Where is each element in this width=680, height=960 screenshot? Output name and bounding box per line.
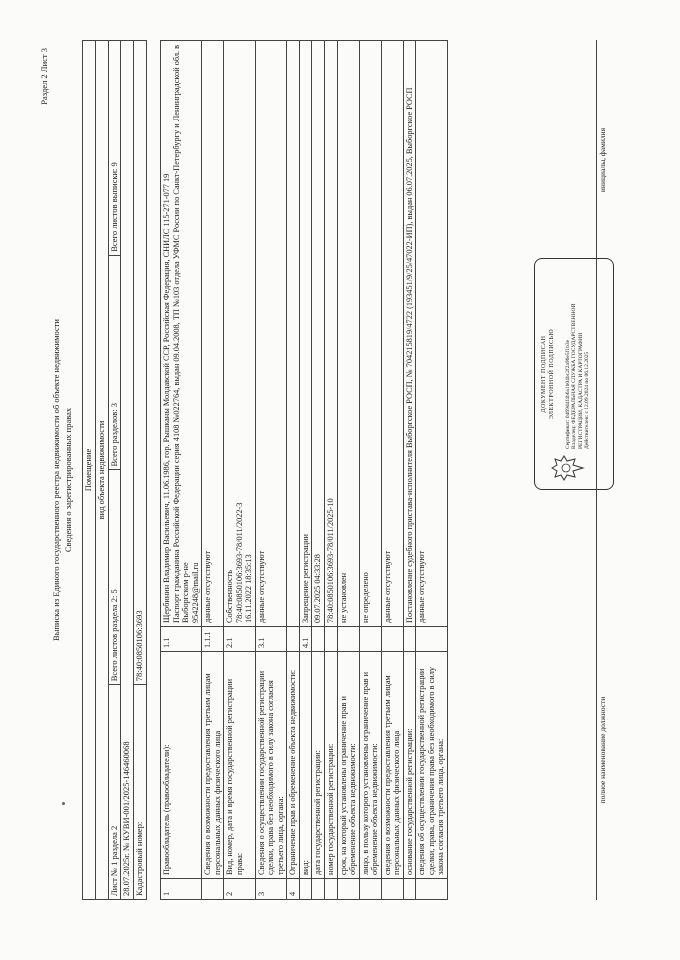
- row-label: сведения о возможности предоставления третьим лицам персональных данных физического лица: [381, 652, 403, 879]
- object-type-value: Помещение: [83, 448, 93, 492]
- row-value: Постановление судебного пристава-исполнителя Выборгское РОСП, № 704215819/4722 (193451/9/25/47022-ИП), выдан 06.07.2025, Выборгское РОСП: [403, 41, 416, 627]
- row-subnumber: 2.1: [224, 627, 256, 652]
- table-row: [224, 41, 256, 900]
- table-row: [337, 41, 359, 900]
- rights-table-body: [161, 41, 448, 900]
- document-title: Выписка из Единого государственного реестра недвижимости об объекте недвижимости: [51, 319, 61, 641]
- row-subnumber: 1.1: [161, 627, 202, 652]
- sections-total: Всего разделов: 3: [108, 255, 121, 470]
- stamp-detail: Действителен: с 12.09.2024 по 06.12.2025: [583, 351, 590, 449]
- sheets-total: Всего листов выписки: 9: [108, 41, 121, 256]
- row-subnumber: [287, 627, 300, 652]
- row-label: срок, на который установлены ограничение прав и обременение объекта недвижимости:: [337, 652, 359, 879]
- row-label: номер государственной регистрации:: [324, 652, 337, 879]
- table-row: [299, 41, 312, 900]
- row-number: 2: [224, 879, 256, 900]
- table-row: [312, 41, 325, 900]
- row-label: Правообладатель (правообладатели):: [161, 652, 202, 879]
- row-number: [312, 879, 325, 900]
- row-label: Вид, номер, дата и время государственной регистрации права:: [224, 652, 256, 879]
- e-signature-stamp: [534, 258, 614, 490]
- row-number: [359, 879, 381, 900]
- row-subnumber: [381, 627, 403, 652]
- row-subnumber: 3.1: [255, 627, 287, 652]
- row-number: 3: [255, 879, 287, 900]
- stamp-line-1: ДОКУМЕНТ ПОДПИСАН: [541, 335, 547, 413]
- table-row: [381, 41, 403, 900]
- row-label: вид:: [299, 652, 312, 879]
- cadastral-label: Кадастровый номер:: [134, 685, 147, 900]
- row-value: данные отсутствуют: [255, 41, 287, 627]
- row-subnumber: [359, 627, 381, 652]
- row-value: 78:40:0850106:3693-78/011/2025-10: [324, 41, 337, 627]
- table-row: [202, 41, 224, 900]
- row-label: дата государственной регистрации:: [312, 652, 325, 879]
- row-subnumber: [324, 627, 337, 652]
- row-subnumber: 4.1: [299, 627, 312, 652]
- row-value: Щербинин Владимир Васильевич, 11.06.1986, гор. Рышканы Молдавской ССР, Российская Федерация, СНИЛС 115-271-077 19 Паспорт гражданина Российской Федерации серия 4108 №022764, выдан 09.04.2008, ТП №103 отдела УФМС России по Санкт-Петербургу и Ленинградской обл. в Выборгском р-не 9542248@mail.ru: [161, 41, 202, 627]
- sheet-number: Лист № 1 раздела 2: [108, 685, 121, 900]
- table-row: [287, 41, 300, 900]
- row-number: [337, 879, 359, 900]
- row-label: лицо, в пользу которого установлены ограничение прав и обременение объекта недвижимости:: [359, 652, 381, 879]
- object-type: [83, 41, 109, 900]
- stamp-line-2: ЭЛЕКТРОННОЙ ПОДПИСЬЮ: [549, 328, 555, 420]
- row-label: Сведения о возможности предоставления третьим лицам персональных данных физического лица: [202, 652, 224, 879]
- date-number: 28.07.2025г. № КУВИ-001/2025-146460068: [121, 41, 134, 900]
- stamp-details: [565, 265, 590, 449]
- table-row: [324, 41, 337, 900]
- row-number: [416, 879, 448, 900]
- table-row: [359, 41, 381, 900]
- object-header-table: [82, 40, 147, 900]
- object-type-caption: вид объекта недвижимости: [95, 41, 107, 899]
- row-label: основание государственной регистрации:: [403, 652, 416, 879]
- row-number: [381, 879, 403, 900]
- row-value: данные отсутствуют: [381, 41, 403, 627]
- row-number: [403, 879, 416, 900]
- table-row: [161, 41, 202, 900]
- row-number: [202, 879, 224, 900]
- document-subtitle: Сведения о зарегистрированных правах: [63, 407, 73, 553]
- table-row: [416, 41, 448, 900]
- row-number: [299, 879, 312, 900]
- sheets-in-section: Всего листов раздела 2: 5: [108, 470, 121, 685]
- row-label: Сведения о осуществлении государственной регистрации сделки, права без необходимого в силу закона согласия третьего лица, органа:: [255, 652, 287, 879]
- stamp-detail: Владелец: ФЕДЕРАЛЬНАЯ СЛУЖБА ГОСУДАРСТВЕННОЙ: [571, 303, 578, 449]
- signature-footer: [596, 40, 607, 900]
- stamp-detail: РЕГИСТРАЦИИ, КАДАСТРА И КАРТОГРАФИИ: [577, 332, 584, 449]
- cadastral-value: 78:40:0850106:3693: [134, 41, 147, 685]
- row-subnumber: [337, 627, 359, 652]
- row-value: 09.07.2025 04:33:28: [312, 41, 325, 627]
- row-value: Запрещение регистрации: [299, 41, 312, 627]
- row-number: 4: [287, 879, 300, 900]
- table-row: [255, 41, 287, 900]
- table-row: [403, 41, 416, 900]
- row-value: данные отсутствуют: [202, 41, 224, 627]
- row-value: не установлен: [337, 41, 359, 627]
- rotated-content: [40, 40, 640, 920]
- row-number: [324, 879, 337, 900]
- row-label: Ограничение прав и обременение объекта недвижимости:: [287, 652, 300, 879]
- row-value: Собственность 78:40:0850106:3693-78/011/2022-3 16.11.2022 18:35:13: [224, 41, 256, 627]
- row-value: не определено: [359, 41, 381, 627]
- row-subnumber: [416, 627, 448, 652]
- row-number: 1: [161, 879, 202, 900]
- row-subnumber: [312, 627, 325, 652]
- row-label: сведения об осуществлении государственной регистрации сделки, права, ограничения права без необходимого в силу закона согласия третьего лица, органа:: [416, 652, 448, 879]
- footer-name: инициалы, фамилия: [598, 127, 607, 193]
- rights-table: [160, 40, 448, 900]
- row-value: [287, 41, 300, 627]
- stamp-detail: Сертификат: 0469d4f4b6a1b04bc2f2a96e5f1b3e: [565, 339, 571, 449]
- row-value: данные отсутствуют: [416, 41, 448, 627]
- footer-position: полное наименование должности: [598, 696, 607, 804]
- row-subnumber: 1.1.1: [202, 627, 224, 652]
- section-sheet-label: Раздел 2 Лист 3: [39, 48, 49, 105]
- row-subnumber: [403, 627, 416, 652]
